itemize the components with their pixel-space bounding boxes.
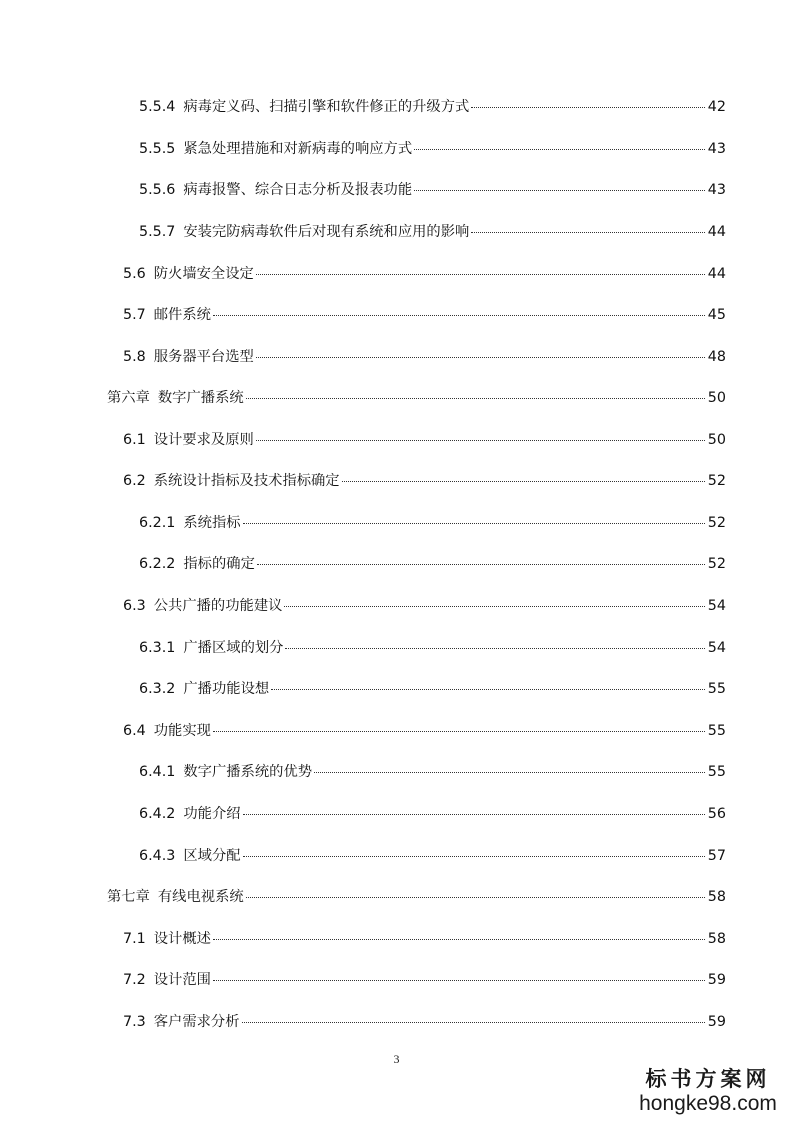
- toc-entry-number: 7.2: [123, 972, 146, 988]
- toc-entry[interactable]: [139, 803, 726, 825]
- toc-entry-page: 56: [707, 806, 726, 822]
- toc-entry-title: 公共广播的功能建议: [153, 598, 283, 614]
- toc-entry[interactable]: [139, 761, 726, 783]
- toc-entry-title: 设计概述: [153, 931, 211, 947]
- toc-entry-number: 5.6: [123, 266, 146, 282]
- toc-entry-page: 58: [707, 889, 726, 905]
- toc-entry[interactable]: [139, 553, 726, 575]
- toc-entry[interactable]: [139, 138, 726, 160]
- dot-leader: [256, 440, 705, 441]
- toc-entry-number: 6.3.1: [139, 640, 176, 656]
- toc-entry-number: 第六章: [107, 390, 150, 406]
- toc-entry-number: 5.5.4: [139, 99, 176, 115]
- dot-leader: [284, 606, 704, 607]
- dot-leader: [271, 689, 705, 690]
- toc-entry-number: 6.4.2: [139, 806, 176, 822]
- toc-entry[interactable]: [139, 845, 726, 867]
- toc-entry-number: 5.5.5: [139, 141, 176, 157]
- toc-entry-title: 客户需求分析: [153, 1014, 240, 1030]
- dot-leader: [314, 772, 705, 773]
- toc-entry-number: 6.4: [123, 723, 146, 739]
- toc-entry[interactable]: [139, 221, 726, 243]
- dot-leader: [414, 190, 705, 191]
- toc-entry[interactable]: [123, 470, 726, 492]
- dot-leader: [213, 980, 705, 981]
- toc-entry-page: 45: [707, 307, 726, 323]
- dot-leader: [213, 731, 705, 732]
- toc-entry-title: 数字广播系统: [157, 390, 244, 406]
- toc-entry-number: 7.1: [123, 931, 146, 947]
- toc-entry[interactable]: [139, 512, 726, 534]
- toc-entry-page: 55: [707, 723, 726, 739]
- toc-entry-page: 48: [707, 349, 726, 365]
- toc-chapter-entry[interactable]: [107, 387, 726, 409]
- toc-entry-number: 5.5.7: [139, 224, 176, 240]
- toc-entry[interactable]: [123, 346, 726, 368]
- toc-entry-number: 6.2.1: [139, 515, 176, 531]
- toc-entry-title: 系统指标: [183, 515, 241, 531]
- toc-entry-title: 区域分配: [183, 848, 241, 864]
- dot-leader: [246, 897, 705, 898]
- toc-entry[interactable]: [139, 678, 726, 700]
- toc-entry-title: 设计范围: [153, 972, 211, 988]
- toc-entry-number: 6.3.2: [139, 681, 176, 697]
- toc-entry[interactable]: [139, 96, 726, 118]
- toc-entry-page: 43: [707, 141, 726, 157]
- toc-entry-page: 59: [707, 1014, 726, 1030]
- watermark-url: hongke98.com: [639, 1092, 777, 1115]
- toc-entry[interactable]: [123, 969, 726, 991]
- toc-entry[interactable]: [139, 179, 726, 201]
- toc-entry-number: 6.4.1: [139, 764, 176, 780]
- toc-entry[interactable]: [123, 429, 726, 451]
- toc-entry-page: 52: [707, 556, 726, 572]
- toc-entry[interactable]: [139, 637, 726, 659]
- toc-entry-number: 5.8: [123, 349, 146, 365]
- dot-leader: [256, 357, 705, 358]
- dot-leader: [243, 856, 705, 857]
- toc-entry-title: 广播功能设想: [183, 681, 270, 697]
- dot-leader: [285, 648, 704, 649]
- toc-entry[interactable]: [123, 304, 726, 326]
- watermark-chinese-text: 标书方案网: [645, 1066, 771, 1091]
- toc-entry-number: 6.1: [123, 432, 146, 448]
- toc-entry-title: 病毒报警、综合日志分析及报表功能: [183, 182, 413, 198]
- toc-entry-page: 52: [707, 515, 726, 531]
- toc-entry-title: 设计要求及原则: [153, 432, 254, 448]
- dot-leader: [213, 939, 705, 940]
- toc-entry-title: 安装完防病毒软件后对现有系统和应用的影响: [183, 224, 470, 240]
- dot-leader: [342, 481, 705, 482]
- toc-entry-page: 42: [707, 99, 726, 115]
- toc-entry-title: 指标的确定: [183, 556, 255, 572]
- dot-leader: [213, 315, 705, 316]
- toc-chapter-entry[interactable]: [107, 886, 726, 908]
- dot-leader: [414, 149, 705, 150]
- dot-leader: [256, 274, 705, 275]
- toc-entry-page: 44: [707, 266, 726, 282]
- toc-entry-number: 5.7: [123, 307, 146, 323]
- page-number: 3: [393, 1052, 400, 1066]
- toc-entry[interactable]: [123, 595, 726, 617]
- toc-entry-title: 功能实现: [153, 723, 211, 739]
- dot-leader: [243, 523, 705, 524]
- toc-entry-page: 58: [707, 931, 726, 947]
- toc-entry-number: 6.3: [123, 598, 146, 614]
- dot-leader: [246, 398, 705, 399]
- toc-entry-title: 邮件系统: [153, 307, 211, 323]
- toc-entry-title: 防火墙安全设定: [153, 266, 254, 282]
- toc-entry[interactable]: [123, 1011, 726, 1033]
- toc-entry-page: 54: [707, 598, 726, 614]
- toc-entry-title: 紧急处理措施和对新病毒的响应方式: [183, 141, 413, 157]
- dot-leader: [242, 1022, 705, 1023]
- toc-entry-number: 6.2.2: [139, 556, 176, 572]
- toc-entry-number: 6.4.3: [139, 848, 176, 864]
- toc-entry-title: 病毒定义码、扫描引擎和软件修正的升级方式: [183, 99, 470, 115]
- watermark: [633, 1066, 783, 1116]
- toc-entry-title: 系统设计指标及技术指标确定: [153, 473, 340, 489]
- toc-entry-page: 55: [707, 681, 726, 697]
- dot-leader: [243, 814, 705, 815]
- toc-entry[interactable]: [123, 928, 726, 950]
- toc-entry-title: 服务器平台选型: [153, 349, 254, 365]
- dot-leader: [257, 564, 705, 565]
- toc-entry-title: 功能介绍: [183, 806, 241, 822]
- toc-entry-number: 5.5.6: [139, 182, 176, 198]
- dot-leader: [471, 232, 704, 233]
- toc-entry-page: 54: [707, 640, 726, 656]
- toc-entry-page: 43: [707, 182, 726, 198]
- toc-entry-title: 有线电视系统: [157, 889, 244, 905]
- toc-entry-page: 50: [707, 432, 726, 448]
- toc-entry-page: 59: [707, 972, 726, 988]
- toc-entry-page: 50: [707, 390, 726, 406]
- toc-entry-number: 第七章: [107, 889, 150, 905]
- toc-entry[interactable]: [123, 720, 726, 742]
- toc-entry-page: 52: [707, 473, 726, 489]
- toc-entry-number: 7.3: [123, 1014, 146, 1030]
- toc-entry-page: 44: [707, 224, 726, 240]
- toc-entry-title: 数字广播系统的优势: [183, 764, 313, 780]
- toc-entry-number: 6.2: [123, 473, 146, 489]
- dot-leader: [471, 107, 704, 108]
- toc-entry[interactable]: [123, 263, 726, 285]
- toc-entry-page: 57: [707, 848, 726, 864]
- toc-entry-page: 55: [707, 764, 726, 780]
- toc-entry-title: 广播区域的划分: [183, 640, 284, 656]
